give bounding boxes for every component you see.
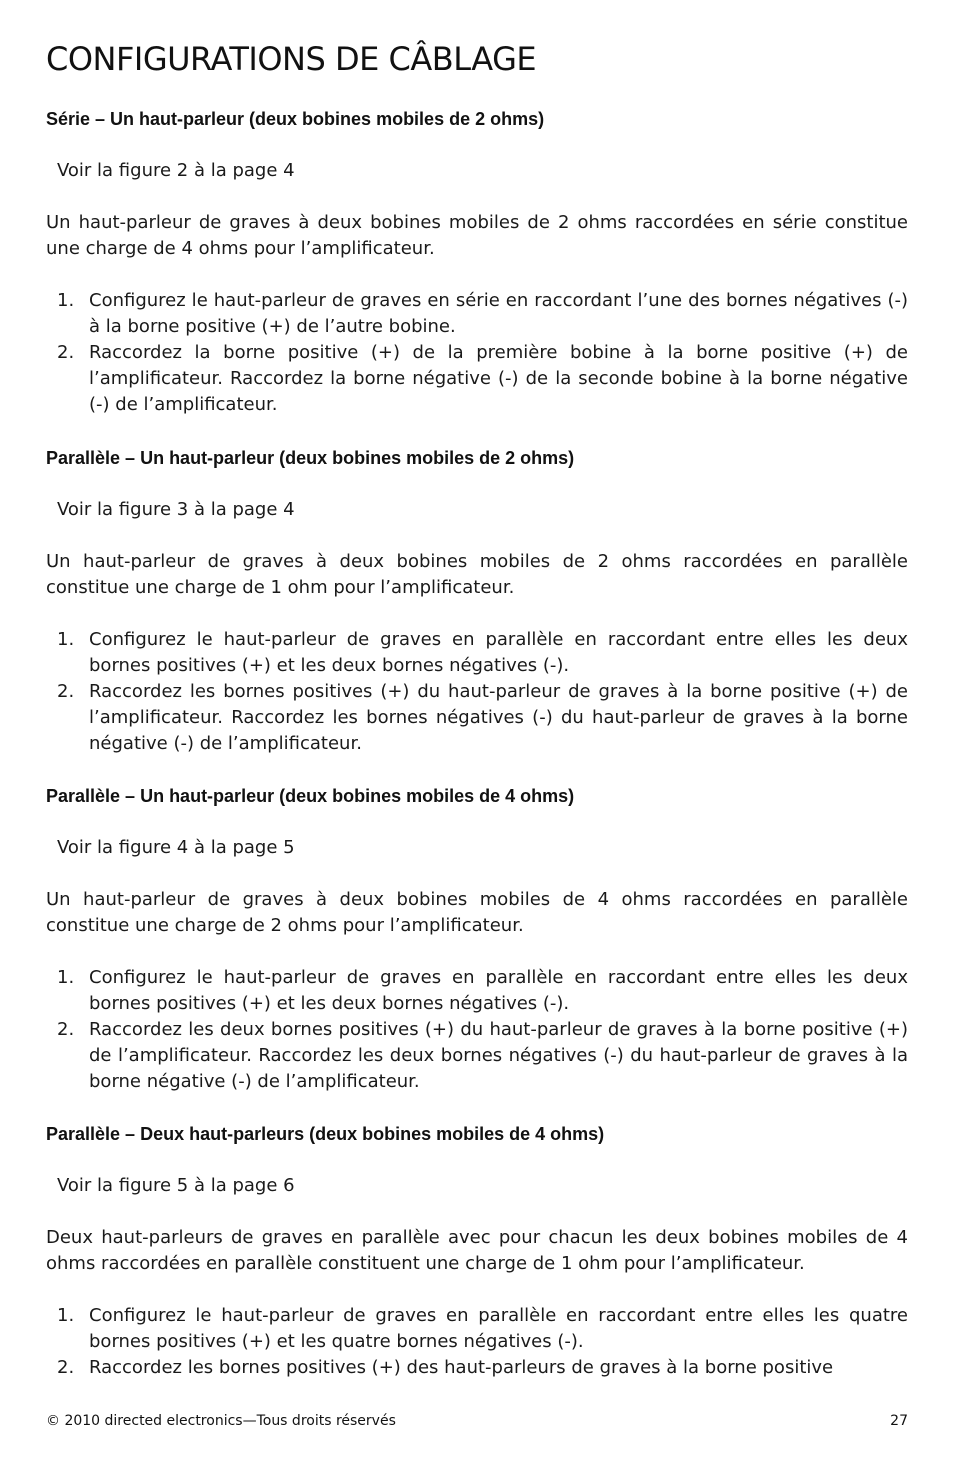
steps-list xyxy=(46,627,908,757)
step-item xyxy=(46,1355,908,1381)
step-item xyxy=(46,627,908,679)
section-heading: Série – Un haut-parleur (deux bobines mobiles de 2 ohms) xyxy=(46,109,545,129)
step-text: Raccordez les bornes positives (+) du haut-parleur de graves à la borne positive (+) de l’amplificateur. Raccordez les bornes négatives (-) du haut-parleur de graves à la borne négative (-) de l’amplificateur. xyxy=(89,681,908,754)
section-description: Un haut-parleur de graves à deux bobines mobiles de 2 ohms raccordées en parallèle constitue une charge de 1 ohm pour l’amplificateur. xyxy=(46,551,908,598)
step-item xyxy=(46,340,908,418)
section-heading: Parallèle – Deux haut-parleurs (deux bobines mobiles de 4 ohms) xyxy=(46,1124,605,1144)
section-description: Deux haut-parleurs de graves en parallèle avec pour chacun les deux bobines mobiles de 4 ohms raccordées en parallèle constituent une charge de 1 ohm pour l’amplificateur. xyxy=(46,1227,908,1274)
step-item xyxy=(46,679,908,757)
step-number: 2. xyxy=(57,1357,75,1378)
figure-reference: Voir la figure 3 à la page 4 xyxy=(57,499,295,520)
step-item xyxy=(46,965,908,1017)
section-parallele-4ohms-single xyxy=(46,783,908,1095)
step-number: 2. xyxy=(57,342,75,363)
page-title: CONFIGURATIONS DE CÂBLAGE xyxy=(46,40,537,78)
section-description: Un haut-parleur de graves à deux bobines mobiles de 4 ohms raccordées en parallèle constitue une charge de 2 ohms pour l’amplificateur. xyxy=(46,889,908,936)
section-heading: Parallèle – Un haut-parleur (deux bobines mobiles de 4 ohms) xyxy=(46,786,575,806)
step-number: 1. xyxy=(57,967,75,988)
step-text: Raccordez la borne positive (+) de la première bobine à la borne positive (+) de l’amplificateur. Raccordez la borne négative (-) de la seconde bobine à la borne négative (-) de l’amplificateur. xyxy=(89,342,908,415)
step-number: 1. xyxy=(57,1305,75,1326)
step-item xyxy=(46,1017,908,1095)
step-text: Configurez le haut-parleur de graves en parallèle en raccordant entre elles les quatre bornes positives (+) et les quatre bornes négatives (-). xyxy=(89,1305,908,1352)
step-text: Raccordez les bornes positives (+) des haut-parleurs de graves à la borne positive xyxy=(89,1357,834,1378)
step-number: 2. xyxy=(57,681,75,702)
steps-list xyxy=(46,1303,908,1381)
step-text: Configurez le haut-parleur de graves en parallèle en raccordant entre elles les deux bornes positives (+) et les deux bornes négatives (-). xyxy=(89,629,908,676)
step-number: 1. xyxy=(57,629,75,650)
step-text: Configurez le haut-parleur de graves en parallèle en raccordant entre elles les deux bornes positives (+) et les deux bornes négatives (-). xyxy=(89,967,908,1014)
section-parallele-4ohms-dual xyxy=(46,1121,908,1381)
copyright-notice: © 2010 directed electronics—Tous droits réservés xyxy=(46,1413,396,1429)
step-number: 2. xyxy=(57,1019,75,1040)
step-text: Raccordez les deux bornes positives (+) du haut-parleur de graves à la borne positive (+) de l’amplificateur. Raccordez les deux bornes négatives (-) du haut-parleur de graves à la borne négative (-) de l’amplificateur. xyxy=(89,1019,908,1092)
steps-list xyxy=(46,965,908,1095)
section-heading: Parallèle – Un haut-parleur (deux bobines mobiles de 2 ohms) xyxy=(46,448,575,468)
figure-reference: Voir la figure 2 à la page 4 xyxy=(57,160,295,181)
section-parallele-2ohms xyxy=(46,445,908,757)
step-item xyxy=(46,288,908,340)
steps-list xyxy=(46,288,908,418)
figure-reference: Voir la figure 5 à la page 6 xyxy=(57,1175,295,1196)
section-description: Un haut-parleur de graves à deux bobines mobiles de 2 ohms raccordées en série constitue une charge de 4 ohms pour l’amplificateur. xyxy=(46,212,908,259)
step-text: Configurez le haut-parleur de graves en série en raccordant l’une des bornes négatives (-) à la borne positive (+) de l’autre bobine. xyxy=(89,290,908,337)
section-serie-2ohms xyxy=(46,106,908,418)
step-number: 1. xyxy=(57,290,75,311)
page-number: 27 xyxy=(890,1413,908,1429)
step-item xyxy=(46,1303,908,1355)
figure-reference: Voir la figure 4 à la page 5 xyxy=(57,837,295,858)
